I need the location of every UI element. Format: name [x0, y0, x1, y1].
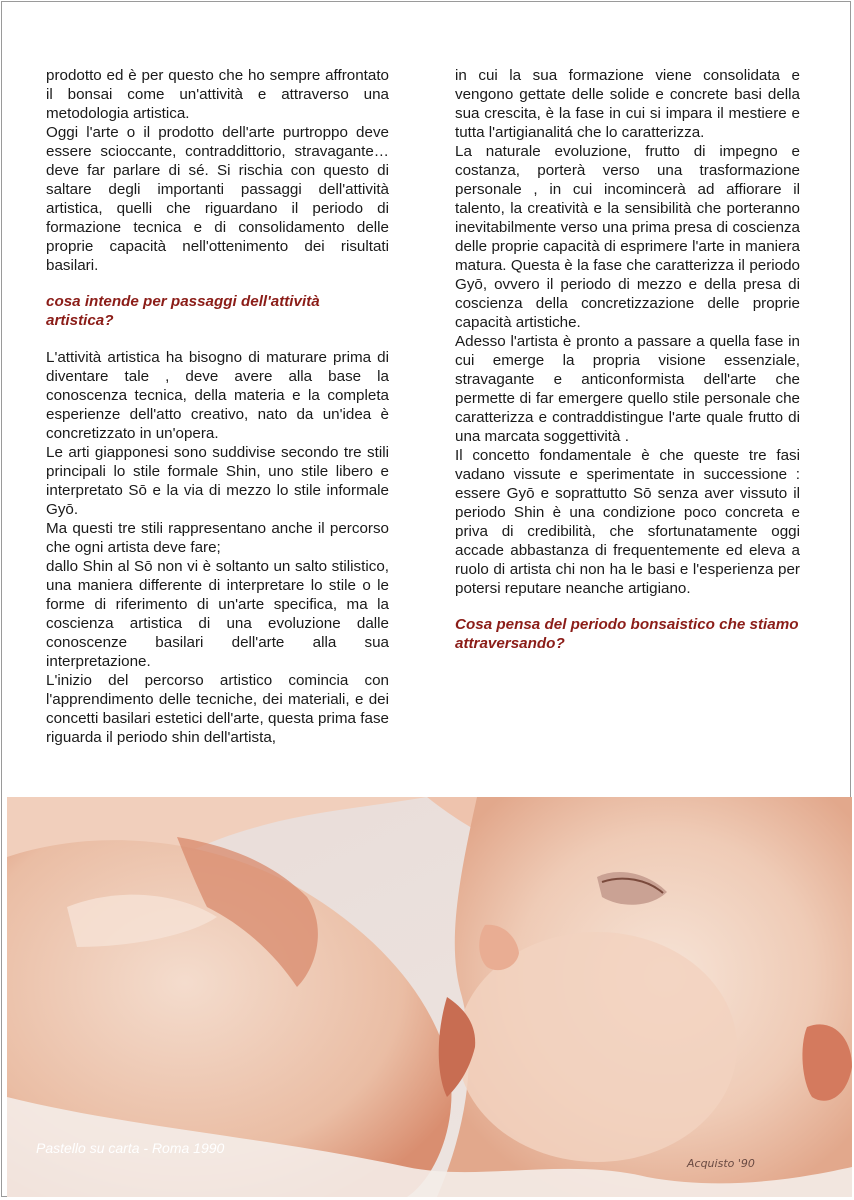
artist-signature: Acquisto '90: [687, 1157, 755, 1170]
right-paragraph-3: Adesso l'artista è pronto a passare a quella fase in cui emerge la propria visione essenziale, stravagante e anticonformista dell'arte che permette di far emergere quello stile personale che caratterizza e contraddistingue l'arte quale frutto di una marcata soggettività .: [455, 333, 800, 445]
right-paragraph-4: Il concetto fondamentale è che queste tre fasi vadano vissute e sperimentate in successione : essere Gyō e soprattutto Sō senza aver vissuto il periodo Shin è una condizione poco concreta e priva di credibilità, che sfortunatamente oggi accade abbastanza di frequentemente ed eleva a ruolo di artista chi non ha le basi e l'esperienza per potersi reputare neanche artigiano.: [455, 447, 800, 597]
left-paragraph-4: Le arti giapponesi sono suddivise secondo tre stili principali lo stile formale Shin, uno stile libero e interpretato Sō e la via di mezzo lo stile informale Gyō.: [46, 444, 389, 518]
left-paragraph-3: L'attività artistica ha bisogno di maturare prima di diventare tale , deve avere alla base la conoscenza tecnica, della materia e la completa esperienze dell'atto creativo, nato da un'idea è concretizzato in un'opera.: [46, 349, 389, 442]
right-paragraph-2: La naturale evoluzione, frutto di impegno e costanza, porterà verso una trasformazione personale , in cui incomincerà ad affiorare il talento, la creatività e la sensibilità che porteranno inevitabilmente verso una prima presa di coscienza delle proprie capacità di esprimere l'arte in maniera matura. Questa è la fase che caratterizza il periodo Gyō, ovvero il periodo di mezzo e della presa di coscienza della concretizzazione delle proprie capacità artistiche.: [455, 143, 800, 331]
interview-question-1: cosa intende per passaggi dell'attività artistica?: [46, 293, 320, 329]
left-paragraph-5: Ma questi tre stili rappresentano anche il percorso che ogni artista deve fare;: [46, 520, 389, 556]
left-paragraph-7: L'inizio del percorso artistico comincia con l'apprendimento delle tecniche, dei materiali, e dei concetti basilari estetici dell'arte, questa prima fase riguarda il periodo shin dell'artista,: [46, 672, 389, 746]
left-column: [46, 66, 389, 747]
artwork-caption: Pastello su carta - Roma 1990: [36, 1140, 225, 1156]
interview-question-2: Cosa pensa del periodo bonsaistico che stiamo attraversando?: [455, 616, 799, 652]
pastel-drawing: [7, 797, 852, 1197]
pastel-artwork-image: [7, 797, 852, 1197]
right-paragraph-1: in cui la sua formazione viene consolidata e vengono gettate delle solide e concrete basi della sua crescita, è la fase in cui si impara il mestiere e tutta l'artigianalitá che lo caratterizza.: [455, 67, 800, 141]
right-column: [455, 66, 800, 671]
left-paragraph-1: prodotto ed è per questo che ho sempre affrontato il bonsai come un'attività e attraverso una metodologia artistica.: [46, 67, 389, 122]
left-paragraph-2: Oggi l'arte o il prodotto dell'arte purtroppo deve essere scioccante, contraddittorio, stravagante… deve far parlare di sé. Si rischia con questo di saltare degli importanti passaggi dell'attività artistica, quelli che riguardano il periodo di formazione tecnica e di consolidamento delle proprie capacità nell'ottenimento dei risultati basilari.: [46, 124, 389, 274]
left-paragraph-6: dallo Shin al Sō non vi è soltanto un salto stilistico, una maniera differente di interpretare lo stile o le forme di riferimento di un'arte specifica, ma la coscienza artistica di una evoluzione dalle conoscenze basilari dell'arte alla sua interpretazione.: [46, 558, 389, 670]
